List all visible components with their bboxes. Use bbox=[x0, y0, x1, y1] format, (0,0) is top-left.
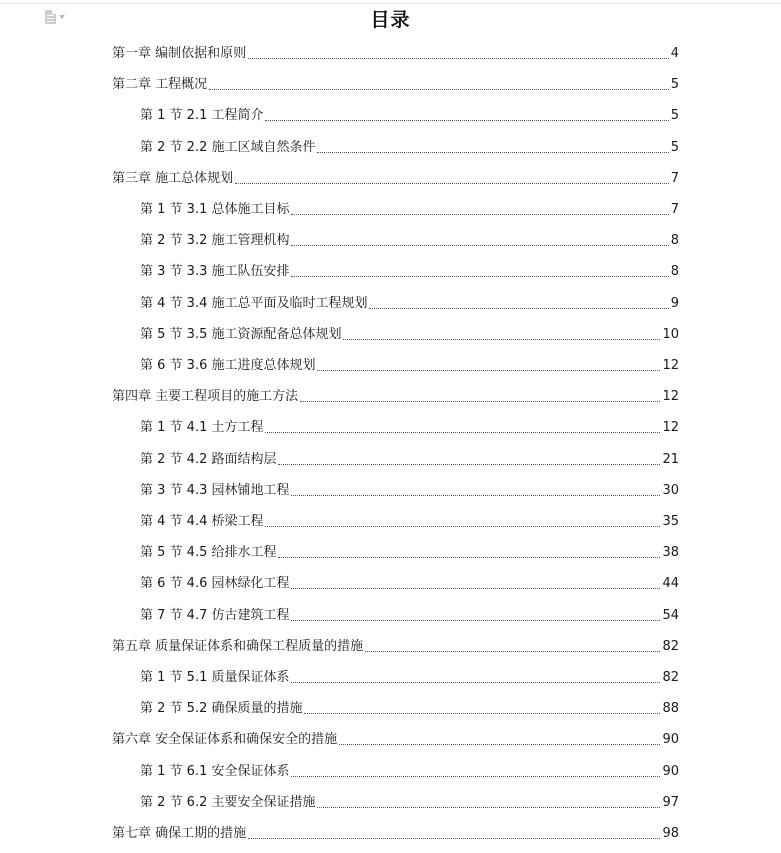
toc-entry-label: 第 6 节 3.6 施工进度总体规划 bbox=[140, 358, 316, 373]
dot-leader bbox=[291, 587, 660, 589]
dot-leader bbox=[278, 556, 660, 558]
toc-entry-label: 第 2 节 6.2 主要安全保证措施 bbox=[140, 794, 316, 810]
dot-leader bbox=[365, 650, 660, 652]
toc-entry-label: 第七章 确保工期的措施 bbox=[112, 826, 247, 841]
toc-entry-label: 第 1 节 3.1 总体施工目标 bbox=[140, 202, 290, 217]
dot-leader bbox=[235, 182, 669, 184]
toc-entry-label: 第 1 节 4.1 土方工程 bbox=[140, 420, 264, 436]
dot-leader bbox=[278, 463, 660, 465]
toc-entry[interactable] bbox=[112, 167, 679, 187]
toc-entry-label: 第 1 节 6.1 安全保证体系 bbox=[140, 763, 290, 779]
dot-leader bbox=[317, 369, 660, 371]
toc-entry[interactable] bbox=[112, 385, 679, 405]
toc-entry-label: 第 6 节 4.6 园林绿化工程 bbox=[140, 576, 290, 592]
toc-entry-page: 35 bbox=[662, 514, 679, 529]
toc-entry[interactable] bbox=[112, 42, 679, 62]
dot-leader bbox=[248, 57, 669, 59]
dot-leader bbox=[265, 431, 660, 433]
toc-entry-page: 12 bbox=[662, 420, 679, 436]
dot-leader bbox=[291, 681, 660, 683]
toc-entry[interactable] bbox=[140, 760, 679, 780]
toc-entry[interactable] bbox=[140, 572, 679, 592]
dot-leader bbox=[248, 837, 660, 839]
toc-entry-label: 第一章 编制依据和原则 bbox=[112, 46, 247, 61]
toc-entry-label: 第 1 节 5.1 质量保证体系 bbox=[140, 670, 290, 685]
toc-entry-label: 第 2 节 5.2 确保质量的措施 bbox=[140, 701, 303, 717]
toc-entry-label: 第 4 节 3.4 施工总平面及临时工程规划 bbox=[140, 295, 368, 311]
toc-entry-page: 7 bbox=[670, 170, 679, 186]
toc-entry[interactable] bbox=[112, 73, 679, 93]
dot-leader bbox=[343, 338, 660, 340]
toc-entry[interactable] bbox=[140, 479, 679, 499]
toc-entry[interactable] bbox=[140, 448, 679, 468]
toc-entry-label: 第 2 节 3.2 施工管理机构 bbox=[140, 233, 290, 249]
toc-entry[interactable] bbox=[112, 635, 679, 655]
toc-entry-page: 8 bbox=[670, 233, 679, 249]
toc-entry-page: 88 bbox=[662, 701, 679, 717]
dot-leader bbox=[291, 775, 660, 777]
toc-entry-label: 第 2 节 2.2 施工区域自然条件 bbox=[140, 139, 316, 155]
dot-leader bbox=[265, 525, 660, 527]
toc-entry[interactable] bbox=[140, 136, 679, 156]
page-title: 目录 bbox=[370, 9, 411, 31]
dot-leader bbox=[339, 743, 660, 745]
dot-leader bbox=[291, 494, 660, 496]
dot-leader bbox=[209, 88, 669, 90]
toc-entry-page: 38 bbox=[662, 545, 679, 561]
toc-entry-label: 第四章 主要工程项目的施工方法 bbox=[112, 389, 299, 405]
toc-entry-label: 第三章 施工总体规划 bbox=[112, 170, 234, 186]
toc-entry[interactable] bbox=[140, 510, 679, 530]
toc-entry-label: 第五章 质量保证体系和确保工程质量的措施 bbox=[112, 638, 364, 654]
toc-entry-page: 54 bbox=[662, 607, 679, 623]
toc-entry-page: 82 bbox=[662, 670, 679, 685]
toc-entry-label: 第 3 节 4.3 园林铺地工程 bbox=[140, 482, 290, 498]
dot-leader bbox=[317, 806, 660, 808]
toc-entry-page: 5 bbox=[670, 139, 679, 155]
toc-entry[interactable] bbox=[112, 822, 679, 842]
toc-entry-page: 12 bbox=[662, 389, 679, 405]
toc-entry-page: 9 bbox=[670, 295, 679, 311]
toc-entry[interactable] bbox=[140, 416, 679, 436]
toc-entry[interactable] bbox=[140, 541, 679, 561]
toc-entry[interactable] bbox=[140, 697, 679, 717]
toc-entry-page: 97 bbox=[662, 794, 679, 810]
toc-entry[interactable] bbox=[112, 728, 679, 748]
toc-entry[interactable] bbox=[140, 666, 679, 686]
toc-entry-page: 10 bbox=[662, 326, 679, 342]
toc-entry-label: 第 1 节 2.1 工程简介 bbox=[140, 108, 264, 124]
dot-leader bbox=[291, 213, 668, 215]
toc-entry-page: 98 bbox=[662, 826, 679, 841]
toc-entry-label: 第六章 安全保证体系和确保安全的措施 bbox=[112, 732, 338, 748]
toc-entry[interactable] bbox=[140, 260, 679, 280]
dot-leader bbox=[304, 712, 660, 714]
toc-entry[interactable] bbox=[140, 323, 679, 343]
toc-entry-page: 5 bbox=[670, 108, 679, 124]
toc-entry[interactable] bbox=[140, 104, 679, 124]
toc-entry[interactable] bbox=[140, 354, 679, 374]
dot-leader bbox=[291, 275, 668, 277]
toc-entry-label: 第 4 节 4.4 桥梁工程 bbox=[140, 514, 264, 529]
toc-entry-page: 90 bbox=[662, 763, 679, 779]
dot-leader bbox=[265, 119, 668, 121]
toc-entry-page: 90 bbox=[662, 732, 679, 748]
dot-leader bbox=[317, 151, 668, 153]
toc-entry-label: 第二章 工程概况 bbox=[112, 77, 208, 93]
toc-entry-page: 5 bbox=[670, 77, 679, 93]
toc-entry-label: 第 3 节 3.3 施工队伍安排 bbox=[140, 264, 290, 280]
toc-entry-page: 7 bbox=[670, 202, 679, 217]
toc-entry-label: 第 2 节 4.2 路面结构层 bbox=[140, 451, 277, 467]
toc-entry[interactable] bbox=[140, 292, 679, 312]
dot-leader bbox=[300, 400, 660, 402]
toc-entry[interactable] bbox=[140, 229, 679, 249]
dot-leader bbox=[369, 307, 668, 309]
dot-leader bbox=[291, 244, 668, 246]
toc-entry-label: 第 5 节 4.5 给排水工程 bbox=[140, 545, 277, 561]
toc-entry-page: 44 bbox=[662, 576, 679, 592]
toc-entry-page: 8 bbox=[670, 264, 679, 280]
toc-entry[interactable] bbox=[140, 604, 679, 624]
toc-entry[interactable] bbox=[140, 198, 679, 218]
toc-entry-label: 第 5 节 3.5 施工资源配备总体规划 bbox=[140, 326, 342, 342]
dot-leader bbox=[291, 619, 660, 621]
top-border bbox=[0, 3, 781, 4]
toc-entry-label: 第 7 节 4.7 仿古建筑工程 bbox=[140, 607, 290, 623]
toc-entry[interactable] bbox=[140, 791, 679, 811]
toc-entry-page: 4 bbox=[670, 46, 679, 61]
toc-entry-page: 12 bbox=[662, 358, 679, 373]
toc-entry-page: 21 bbox=[662, 451, 679, 467]
toc-entry-page: 82 bbox=[662, 638, 679, 654]
toc-entry-page: 30 bbox=[662, 482, 679, 498]
